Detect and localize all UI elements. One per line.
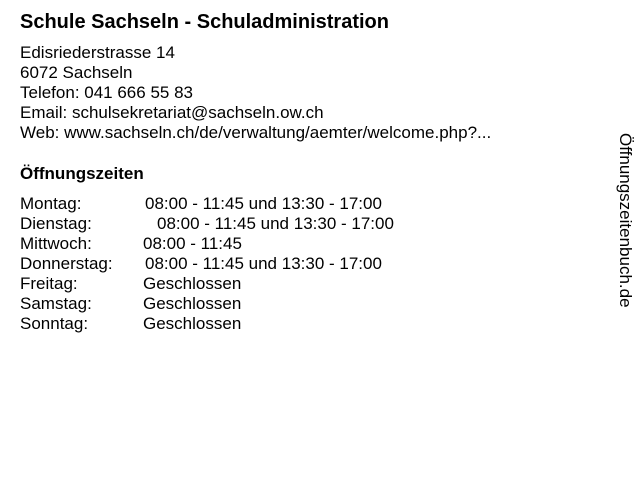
day-label: Mittwoch: [20,234,92,253]
day-hours: 08:00 - 11:45 und 13:30 - 17:00 [145,254,382,273]
postal-city: 6072 Sachseln [20,63,133,82]
street-address: Edisriederstrasse 14 [20,43,175,62]
day-label: Montag: [20,194,82,213]
address-block [20,43,491,143]
day-hours: 08:00 - 11:45 [143,234,242,253]
page-title: Schule Sachseln - Schuladministration [20,11,389,33]
website-url: Web: www.sachseln.ch/de/verwaltung/aemter/welcome.php?... [20,123,492,142]
day-label: Donnerstag: [20,254,113,273]
day-label: Dienstag: [20,214,92,233]
day-label: Samstag: [20,294,92,313]
brand-watermark [610,133,640,363]
day-label: Freitag: [20,274,78,293]
day-hours: Geschlossen [143,274,242,293]
day-hours: 08:00 - 11:45 und 13:30 - 17:00 [157,214,394,233]
phone-number: Telefon: 041 666 55 83 [20,83,193,102]
day-hours: Geschlossen [143,294,242,313]
day-hours: 08:00 - 11:45 und 13:30 - 17:00 [145,194,382,213]
opening-hours-heading: Öffnungszeiten [20,164,144,183]
email-address: Email: schulsekretariat@sachseln.ow.ch [20,103,324,122]
day-hours: Geschlossen [143,314,242,333]
day-label: Sonntag: [20,314,89,333]
brand-text: Öffnungszeitenbuch.de [616,133,635,308]
